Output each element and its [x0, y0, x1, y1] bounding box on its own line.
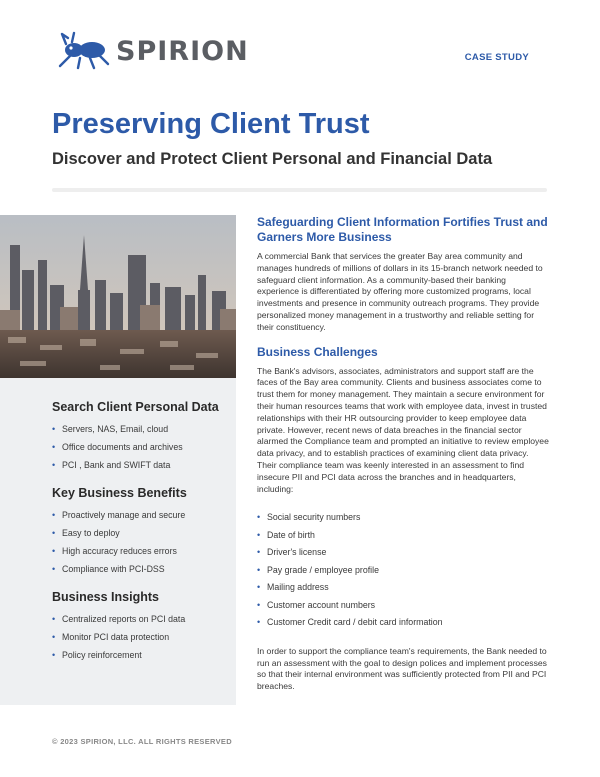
list-item: • Date of birth: [257, 527, 549, 545]
section-closing-paragraph: In order to support the compliance team's requirements, the Bank needed to run an assessment with the goal to design polices and implement processes so that their internal environment was sufficiently protected from PII and PCI breaches.: [257, 645, 547, 692]
sidebar-list: [52, 420, 232, 474]
list-item: • Compliance with PCI-DSS: [52, 560, 232, 578]
section-body-challenges: The Bank's advisors, associates, administrators and support staff are the faces of the Bay area community. Clients and business associates come to trust them for money management. They maintain a secure environment for their human resources teams that work with employee data, invest in trusted relationships with their HR outsourcing provider to keep employee data private. However, recent news of data breaches in the financial sector alarmed the Compliance team and prompted an initiative to review employee data privacy, and to establish practices of examining client data privacy. Their compliance team was keenly interested in an assessment to find insecure PII and PCI data across the branches and in headquarters, including:: [257, 365, 549, 494]
list-item: • Customer Credit card / debit card information: [257, 614, 549, 632]
list-item: • Pay grade / employee profile: [257, 562, 549, 580]
list-item: • Policy reinforcement: [52, 646, 232, 664]
sidebar-list: [52, 610, 232, 664]
list-item: • Easy to deploy: [52, 524, 232, 542]
main-content: [257, 215, 549, 693]
list-item: • High accuracy reduces errors: [52, 542, 232, 560]
page-subtitle: Discover and Protect Client Personal and Financial Data: [52, 150, 493, 168]
sidebar-heading: Key Business Benefits: [52, 486, 187, 500]
list-item: • Driver's license: [257, 544, 549, 562]
list-item: • Social security numbers: [257, 509, 549, 527]
sidebar-list: [52, 506, 232, 578]
list-item: • PCI , Bank and SWIFT data: [52, 456, 232, 474]
city-skyline-image: [0, 215, 236, 378]
list-item: • Customer account numbers: [257, 597, 549, 615]
list-item: • Servers, NAS, Email, cloud: [52, 420, 232, 438]
page-header: [0, 0, 600, 100]
sidebar-content: [52, 400, 232, 676]
sidebar: [0, 215, 236, 705]
spirion-bug-icon: [52, 30, 112, 72]
title-divider: [52, 188, 547, 192]
section-body-safeguarding: A commercial Bank that services the greater Bay area community and manages hundreds of millions of dollars in its 15-branch network needed to safeguard client information. As a community-based their banking experience is differentiated by offering more customized programs, local investments and presence in community outreach programs. They provide personalized money management in a trustworthy and reliable setting for their constituency.: [257, 251, 543, 332]
section-heading-challenges: Business Challenges: [257, 344, 378, 359]
section-heading-safeguarding: Safeguarding Client Information Fortifies Trust and Garners More Business: [257, 215, 548, 244]
brand-name: SPIRION: [116, 35, 249, 67]
list-item: • Mailing address: [257, 579, 549, 597]
copyright-footer: © 2023 SPIRION, LLC. ALL RIGHTS RESERVED: [52, 737, 232, 746]
spirion-logo: [52, 30, 249, 72]
page-title: Preserving Client Trust: [52, 108, 370, 140]
list-item: • Office documents and archives: [52, 438, 232, 456]
sidebar-heading: Search Client Personal Data: [52, 400, 219, 414]
list-item: • Proactively manage and secure: [52, 506, 232, 524]
list-item: • Centralized reports on PCI data: [52, 610, 232, 628]
list-item: • Monitor PCI data protection: [52, 628, 232, 646]
sidebar-heading: Business Insights: [52, 590, 159, 604]
pii-data-list: [257, 509, 549, 632]
case-study-label: CASE STUDY: [464, 52, 529, 63]
